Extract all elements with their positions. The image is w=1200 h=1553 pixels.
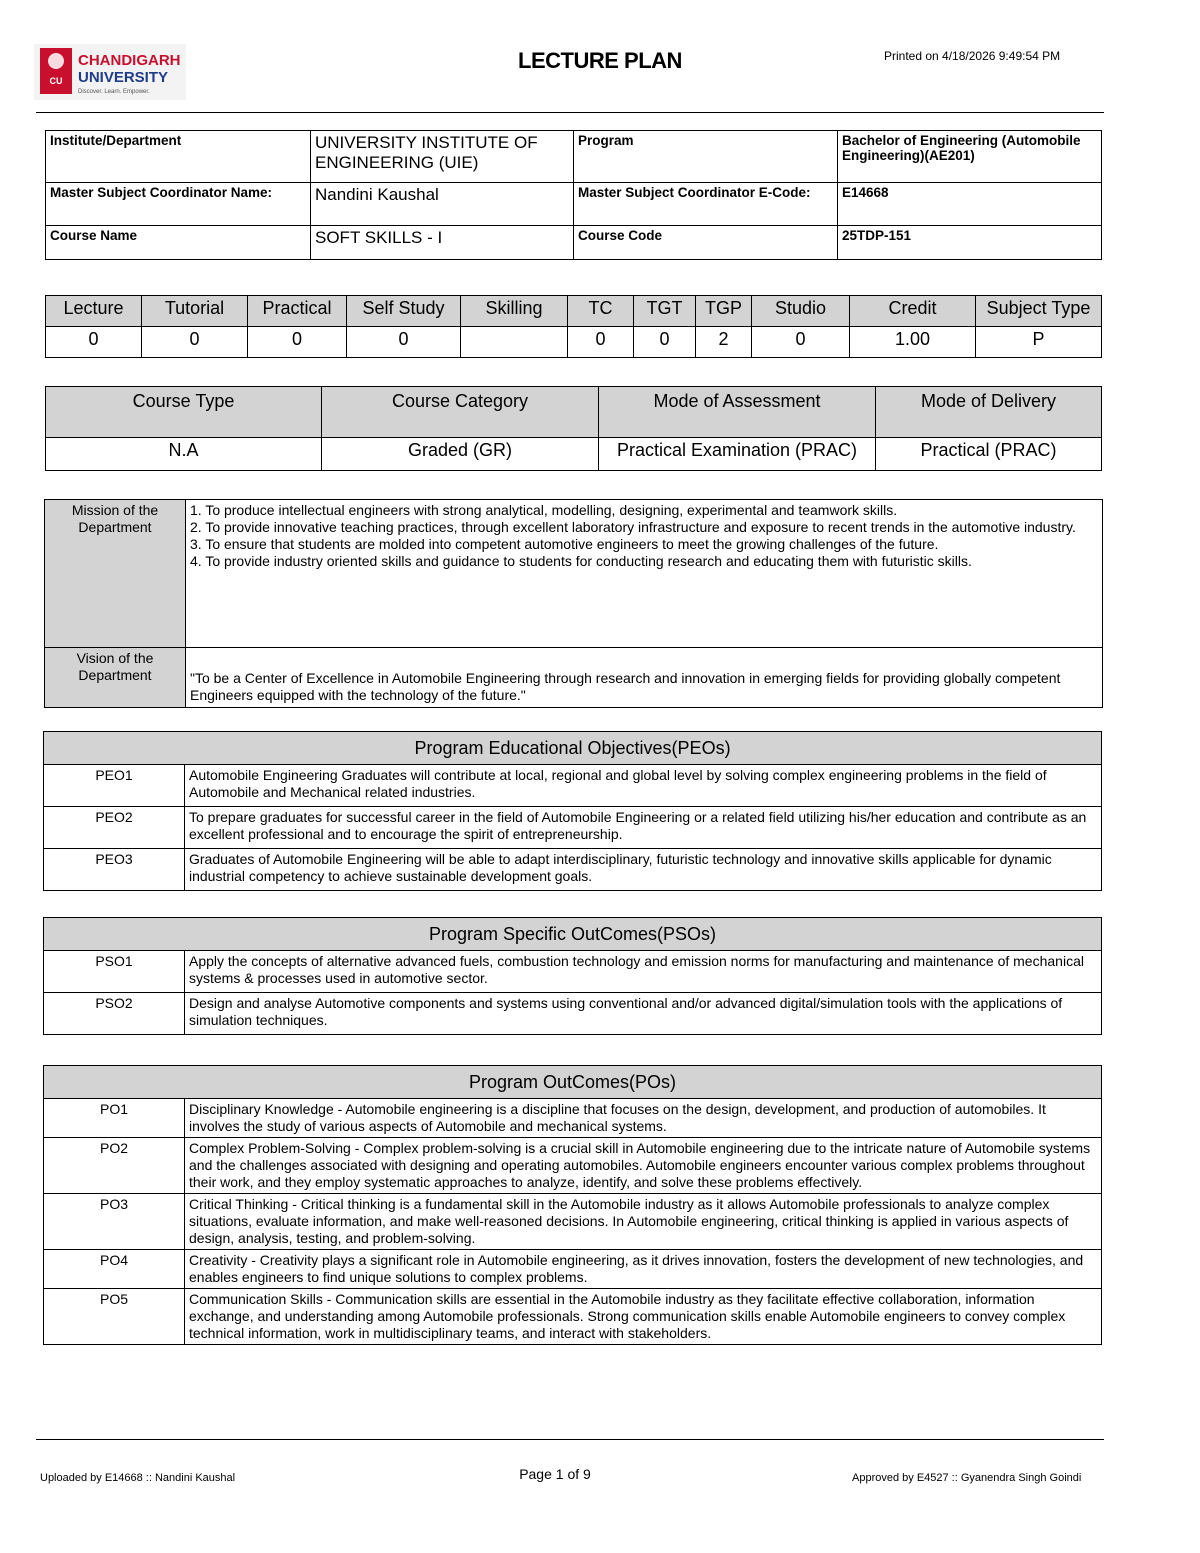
course-info-table bbox=[45, 130, 1102, 260]
hours-value-tutorial: 0 bbox=[142, 327, 248, 358]
hours-value-credit: 1.00 bbox=[850, 327, 976, 358]
footer-divider bbox=[36, 1439, 1104, 1440]
page-title: LECTURE PLAN bbox=[518, 48, 682, 73]
page-number: Page 1 of 9 bbox=[519, 1466, 591, 1482]
hours-header-credit: Credit bbox=[850, 296, 976, 327]
mode-of-assessment-header: Mode of Assessment bbox=[599, 387, 876, 438]
po-title: Program OutComes(POs) bbox=[44, 1066, 1102, 1099]
mission-item: 1. To produce intellectual engineers with strong analytical, modelling, designing, experimental and teamwork skills. bbox=[190, 502, 898, 518]
hours-table bbox=[45, 295, 1102, 358]
mode-of-delivery-header: Mode of Delivery bbox=[876, 387, 1102, 438]
ecode-value: E14668 bbox=[838, 183, 1102, 226]
mission-label: Mission of the Department bbox=[45, 500, 186, 648]
ecode-label: Master Subject Coordinator E-Code: bbox=[574, 183, 838, 226]
vision-text: "To be a Center of Excellence in Automobile Engineering through research and innovation in emerging fields for providing globally competent Engineers equipped with the technology of the future." bbox=[186, 648, 1103, 708]
peo-table bbox=[43, 731, 1102, 891]
course-category-value: Graded (GR) bbox=[322, 438, 599, 471]
hours-value-lecture: 0 bbox=[46, 327, 142, 358]
hours-value-skilling bbox=[461, 327, 568, 358]
header-divider bbox=[36, 112, 1104, 113]
hours-header-practical: Practical bbox=[248, 296, 347, 327]
po-text: Disciplinary Knowledge - Automobile engineering is a discipline that focuses on the design, development, and production of automobiles. It involves the study of various aspects of Automobile and mechanical systems. bbox=[185, 1099, 1102, 1138]
pso-text: Apply the concepts of alternative advanced fuels, combustion technology and emission norms for manufacturing and maintenance of mechanical systems & processes used in automotive sector. bbox=[185, 951, 1102, 993]
uploaded-by: Uploaded by E14668 :: Nandini Kaushal bbox=[40, 1472, 236, 1484]
mission-item: 2. To provide innovative teaching practices, through excellent laboratory infrastructure and exposure to recent trends in the automotive industry. bbox=[190, 519, 1076, 535]
hours-header-lecture: Lecture bbox=[46, 296, 142, 327]
vision-label: Vision of the Department bbox=[45, 648, 186, 708]
hours-header-studio: Studio bbox=[752, 296, 850, 327]
mission-vision-table bbox=[44, 499, 1103, 708]
hours-value-tgp: 2 bbox=[696, 327, 752, 358]
hours-header-tc: TC bbox=[568, 296, 634, 327]
hours-header-self-study: Self Study bbox=[347, 296, 461, 327]
approved-by: Approved by E4527 :: Gyanendra Singh Goindi bbox=[852, 1472, 1082, 1484]
hours-value-self-study: 0 bbox=[347, 327, 461, 358]
hours-value-studio: 0 bbox=[752, 327, 850, 358]
peo-text: Automobile Engineering Graduates will contribute at local, regional and global level by solving complex engineering problems in the field of Automobile and Mechanical related industries. bbox=[185, 765, 1102, 807]
peo-code: PEO1 bbox=[44, 765, 185, 807]
logo-line2: UNIVERSITY bbox=[78, 69, 169, 86]
mission-item: 3. To ensure that students are molded into competent automotive engineers to meet the growing challenges of the future. bbox=[190, 536, 939, 552]
hours-header-tgt: TGT bbox=[634, 296, 696, 327]
po-code: PO1 bbox=[44, 1099, 185, 1138]
pso-text: Design and analyse Automotive components and systems using conventional and/or advanced digital/simulation tools with the applications of simulation techniques. bbox=[185, 993, 1102, 1035]
course-type-value: N.A bbox=[46, 438, 322, 471]
hours-header-tutorial: Tutorial bbox=[142, 296, 248, 327]
hours-header-tgp: TGP bbox=[696, 296, 752, 327]
program-value: Bachelor of Engineering (Automobile Engineering)(AE201) bbox=[838, 131, 1102, 183]
coordinator-label: Master Subject Coordinator Name: bbox=[46, 183, 311, 226]
course-type-table bbox=[45, 386, 1102, 471]
hours-header-subject-type: Subject Type bbox=[976, 296, 1102, 327]
pso-code: PSO2 bbox=[44, 993, 185, 1035]
po-code: PO3 bbox=[44, 1194, 185, 1250]
hours-value-tgt: 0 bbox=[634, 327, 696, 358]
po-text: Critical Thinking - Critical thinking is a fundamental skill in the Automobile industry as it allows Automobile professionals to analyze complex situations, evaluate information, and make well-reasoned decisions. In Automobile engineering, critical thinking is applied in various aspects of design, analysis, testing, and problem-solving. bbox=[185, 1194, 1102, 1250]
peo-text: Graduates of Automobile Engineering will be able to adapt interdisciplinary, futuristic technology and innovative skills applicable for dynamic industrial competency to achieve sustainable development goals. bbox=[185, 849, 1102, 891]
coordinator-value: Nandini Kaushal bbox=[311, 183, 574, 226]
mode-of-assessment-value: Practical Examination (PRAC) bbox=[599, 438, 876, 471]
po-table bbox=[43, 1065, 1102, 1345]
hours-header-skilling: Skilling bbox=[461, 296, 568, 327]
po-text: Creativity - Creativity plays a significant role in Automobile engineering, as it drives innovation, fosters the development of new technologies, and enables engineers to find unique solutions to complex problems. bbox=[185, 1250, 1102, 1289]
course-name-value: SOFT SKILLS - I bbox=[311, 226, 574, 260]
peo-code: PEO2 bbox=[44, 807, 185, 849]
svg-text:CU: CU bbox=[49, 76, 63, 86]
po-code: PO5 bbox=[44, 1289, 185, 1345]
printed-timestamp: Printed on 4/18/2026 9:49:54 PM bbox=[884, 49, 1061, 63]
pso-code: PSO1 bbox=[44, 951, 185, 993]
hours-value-tc: 0 bbox=[568, 327, 634, 358]
po-code: PO2 bbox=[44, 1138, 185, 1194]
peo-text: To prepare graduates for successful career in the field of Automobile Engineering or a related field utilizing his/her education and contribute as an excellent professional and to encourage the spirit of entrepreneurship. bbox=[185, 807, 1102, 849]
course-name-label: Course Name bbox=[46, 226, 311, 260]
po-text: Complex Problem-Solving - Complex problem-solving is a crucial skill in Automobile engineering due to the intricate nature of Automobile systems and the challenges associated with designing and operating automobiles. Automobile engineers encounter various complex problems throughout their work, and they employ systematic approaches to analyze, identify, and solve these problems effectively. bbox=[185, 1138, 1102, 1194]
hours-value-subject-type: P bbox=[976, 327, 1102, 358]
course-category-header: Course Category bbox=[322, 387, 599, 438]
course-code-label: Course Code bbox=[574, 226, 838, 260]
mode-of-delivery-value: Practical (PRAC) bbox=[876, 438, 1102, 471]
mission-item: 4. To provide industry oriented skills and guidance to students for conducting research and educating them with futuristic skills. bbox=[190, 553, 972, 569]
logo-line1: CHANDIGARH bbox=[78, 52, 181, 69]
po-code: PO4 bbox=[44, 1250, 185, 1289]
program-label: Program bbox=[574, 131, 838, 183]
mission-text bbox=[186, 500, 1103, 648]
logo-tagline: Discover. Learn. Empower. bbox=[78, 89, 150, 95]
peo-code: PEO3 bbox=[44, 849, 185, 891]
pso-title: Program Specific OutComes(PSOs) bbox=[44, 918, 1102, 951]
po-text: Communication Skills - Communication skills are essential in the Automobile industry as they facilitate effective collaboration, information exchange, and understanding among Automobile professionals. Strong communication skills enable Automobile engineers to convey complex technical information, work in multidisciplinary teams, and interact with stakeholders. bbox=[185, 1289, 1102, 1345]
course-type-header: Course Type bbox=[46, 387, 322, 438]
department-label: Institute/Department bbox=[46, 131, 311, 183]
course-code-value: 25TDP-151 bbox=[838, 226, 1102, 260]
peo-title: Program Educational Objectives(PEOs) bbox=[44, 732, 1102, 765]
hours-value-practical: 0 bbox=[248, 327, 347, 358]
pso-table bbox=[43, 917, 1102, 1035]
department-value: UNIVERSITY INSTITUTE OF ENGINEERING (UIE) bbox=[311, 131, 574, 183]
